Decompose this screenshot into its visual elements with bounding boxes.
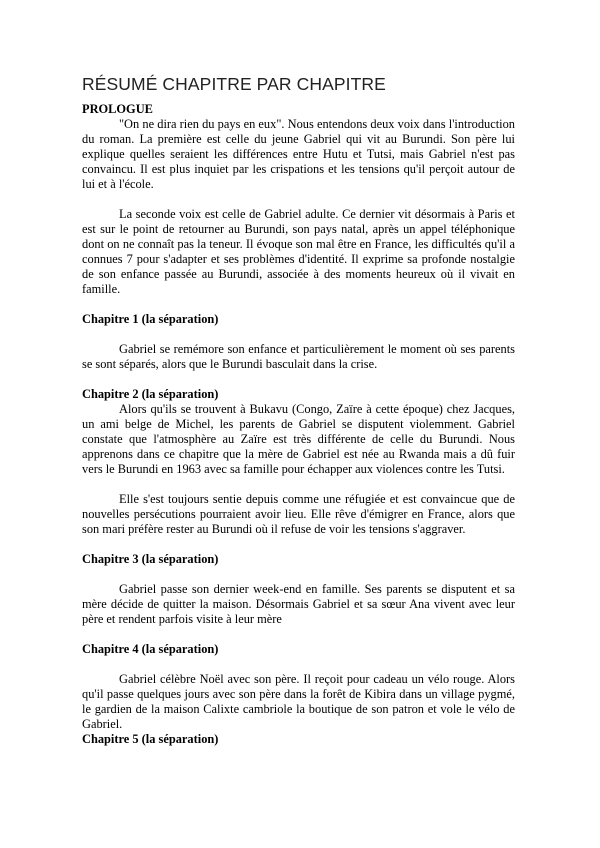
paragraph: Gabriel passe son dernier week-end en famille. Ses parents se disputent et sa mère décide de quitter la maison. Désormais Gabriel et sa sœur Ana vivent avec leur père et rendent parfois visite à leur mère	[82, 582, 515, 626]
paragraph: Alors qu'ils se trouvent à Bukavu (Congo, Zaïre à cette époque) chez Jacques, un ami belge de Michel, les parents de Gabriel se disputent violemment. Gabriel constate que l'atmosphère au Zaïre est très différente de celle du Burundi. Nous apprenons dans ce chapitre que la mère de Gabriel est née au Rwanda mais a dû fuir vers le Burundi en 1963 avec sa famille pour échapper aux violences contre les Tutsi.	[82, 402, 515, 476]
section-heading-chapter-2: Chapitre 2 (la séparation)	[82, 387, 219, 401]
paragraph: "On ne dira rien du pays en eux". Nous entendons deux voix dans l'introduction du roman. La première est celle du jeune Gabriel qui vit au Burundi. Son père lui explique quelles seraient les différences entre Hutu et Tutsi, mais Gabriel n'est pas convaincu. Il est plus inquiet par les crispations et les tensions qu'il perçoit autour de lui et à l'école.	[82, 117, 515, 191]
document-body	[82, 102, 515, 747]
section-heading-chapter-3: Chapitre 3 (la séparation)	[82, 552, 219, 566]
section-heading-chapter-1: Chapitre 1 (la séparation)	[82, 312, 219, 326]
paragraph: La seconde voix est celle de Gabriel adulte. Ce dernier vit désormais à Paris et est sur le point de retourner au Burundi, son pays natal, après un appel téléphonique dont on ne connaît pas la teneur. Il évoque son mal être en France, les difficultés qu'il a connues 7 pour s'adapter et ses problèmes d'identité. Il exprime sa profonde nostalgie de son enfance passée au Burundi, associée à des moments heureux où il vivait en famille.	[82, 207, 515, 296]
paragraph: Gabriel se remémore son enfance et particulièrement le moment où ses parents se sont séparés, alors que le Burundi basculait dans la crise.	[82, 342, 515, 371]
page-title: RÉSUMÉ CHAPITRE PAR CHAPITRE	[82, 74, 386, 94]
section-heading-prologue: PROLOGUE	[82, 102, 153, 116]
paragraph: Elle s'est toujours sentie depuis comme une réfugiée et est convaincue que de nouvelles persécutions pourraient avoir lieu. Elle rêve d'émigrer en France, alors que son mari préfère rester au Burundi où il refuse de voir les tensions s'aggraver.	[82, 492, 515, 536]
paragraph: Gabriel célèbre Noël avec son père. Il reçoit pour cadeau un vélo rouge. Alors qu'il passe quelques jours avec son père dans la forêt de Kibira dans un village pygmé, le gardien de la maison Calixte cambriole la boutique de son patron et vole le vélo de Gabriel.	[82, 672, 515, 731]
section-heading-chapter-4: Chapitre 4 (la séparation)	[82, 642, 219, 656]
section-heading-chapter-5: Chapitre 5 (la séparation)	[82, 732, 219, 746]
